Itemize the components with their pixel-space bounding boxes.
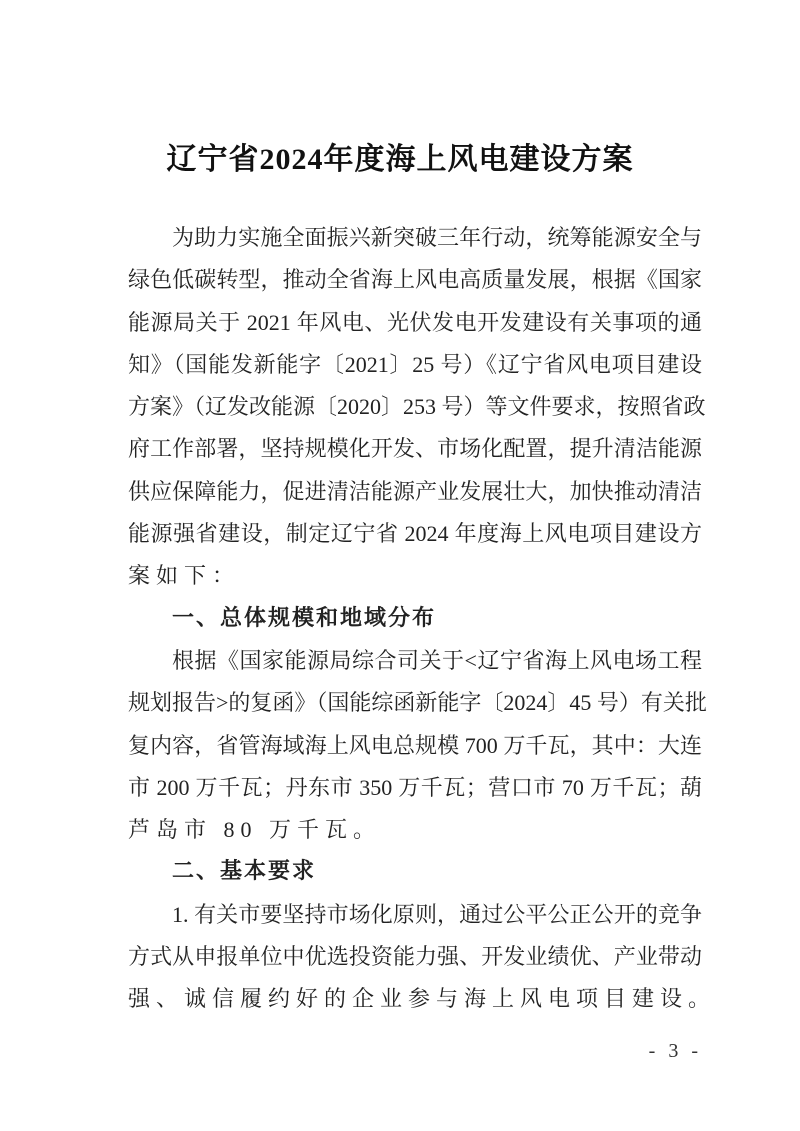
text-line: 1. 有关市要坚持市场化原则，通过公平公正公开的竞争 [172, 901, 702, 927]
section-heading: 二、基本要求 [172, 859, 317, 885]
text-line: 府工作部署，坚持规模化开发、市场化配置，提升清洁能源 [128, 436, 702, 462]
text-line: 能源强省建设，制定辽宁省 2024 年度海上风电项目建设方 [128, 521, 702, 547]
section-heading: 一、总体规模和地域分布 [172, 605, 437, 631]
text-line: 案如下： [128, 563, 241, 589]
text-line: 方案》（辽发改能源〔2020〕253 号）等文件要求，按照省政 [128, 394, 706, 420]
text-line: 强、诚信履约好的企业参与海上风电项目建设。 [128, 986, 717, 1012]
text-line: 能源局关于 2021 年风电、光伏发电开发建设有关事项的通 [128, 309, 702, 335]
text-line: 供应保障能力，促进清洁能源产业发展壮大，加快推动清洁 [128, 478, 702, 504]
text-line: 方式从申报单位中优选投资能力强、开发业绩优、产业带动 [128, 944, 702, 970]
text-line: 根据《国家能源局综合司关于<辽宁省海上风电场工程 [172, 647, 702, 673]
text-line: 芦岛市 80 万千瓦。 [128, 817, 382, 843]
document-body [128, 217, 717, 1021]
text-line: 复内容，省管海域海上风电总规模 700 万千瓦，其中：大连 [128, 732, 702, 758]
intro-paragraph [128, 217, 706, 598]
document-title: 辽宁省2024年度海上风电建设方案 [166, 143, 634, 176]
section2-paragraph [128, 894, 717, 1021]
section1-paragraph [128, 640, 707, 851]
text-line: 规划报告>的复函》（国能综函新能字〔2024〕45 号）有关批 [128, 690, 707, 716]
text-line: 市 200 万千瓦；丹东市 350 万千瓦；营口市 70 万千瓦；葫 [128, 774, 702, 800]
text-line: 知》（国能发新能字〔2021〕25 号）《辽宁省风电项目建设 [128, 351, 702, 377]
text-line: 为助力实施全面振兴新突破三年行动，统筹能源安全与 [172, 225, 702, 250]
text-line: 绿色低碳转型，推动全省海上风电高质量发展，根据《国家 [128, 267, 702, 293]
page-number: - 3 - [648, 1040, 702, 1062]
